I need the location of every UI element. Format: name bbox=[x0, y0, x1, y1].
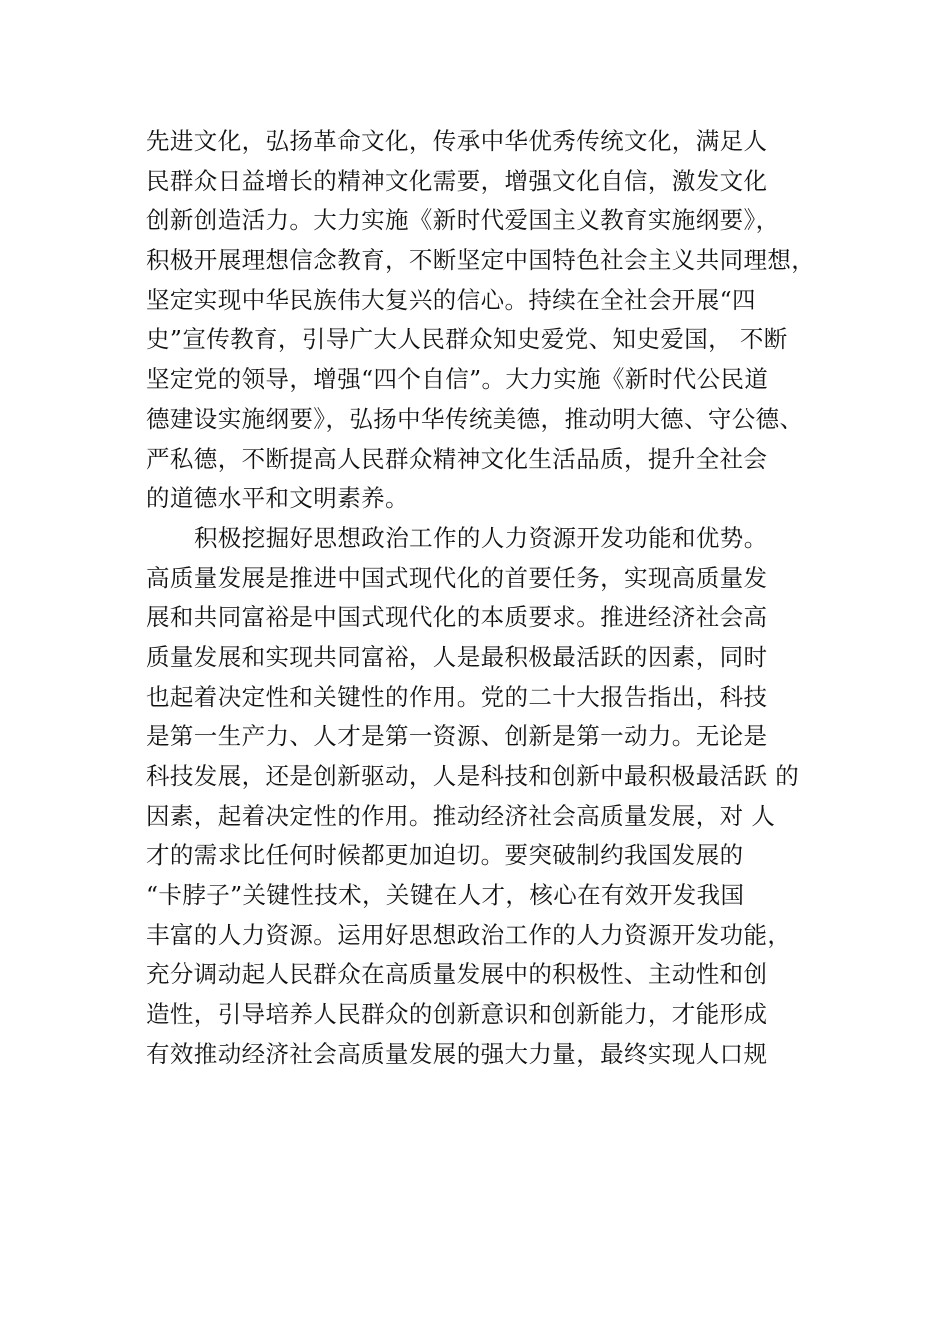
text-line: 科技发展，还是创新驱动，人是科技和创新中最积极最活跃 的 bbox=[146, 762, 800, 790]
text-line: 因素，起着决定性的作用。推动经济社会高质量发展，对 人 bbox=[146, 801, 776, 830]
text-line: 严私德，不断提高人民群众精神文化生活品质，提升全社会 bbox=[146, 444, 768, 473]
text-line: 展和共同富裕是中国式现代化的本质要求。推进经济社会高 bbox=[146, 603, 768, 632]
text-line: 民群众日益增长的精神文化需要，增强文化自信，激发文化 bbox=[146, 166, 768, 195]
paragraph-heading-line: 积极挖掘好思想政治工作的人力资源开发功能和优势。 bbox=[194, 523, 768, 552]
text-line: 丰富的人力资源。运用好思想政治工作的人力资源开发功能， bbox=[146, 920, 792, 949]
document-body bbox=[146, 122, 846, 1075]
text-line: 才的需求比任何时候都更加迫切。要突破制约我国发展的 bbox=[146, 841, 744, 870]
text-line: 先进文化，弘扬革命文化，传承中华优秀传统文化，满足人 bbox=[146, 127, 768, 155]
text-line: 坚定党的领导，增强“四个自信”。大力实施《新时代公民道 bbox=[146, 365, 769, 394]
text-line: 造性，引导培养人民群众的创新意识和创新能力，才能形成 bbox=[146, 1000, 768, 1029]
text-line: 史”宣传教育，引导广大人民群众知史爱党、知史爱国， 不断 bbox=[146, 325, 788, 354]
text-line: 德建设实施纲要》，弘扬中华传统美德，推动明大德、守公德、 bbox=[146, 404, 804, 433]
paragraph-1 bbox=[146, 122, 846, 519]
text-line: 有效推动经济社会高质量发展的强大力量，最终实现人口规 bbox=[146, 1039, 768, 1068]
paragraph-2 bbox=[146, 519, 846, 1075]
text-line: 质量发展和实现共同富裕，人是最积极最活跃的因素，同时 bbox=[146, 642, 768, 671]
text-line: 充分调动起人民群众在高质量发展中的积极性、主动性和创 bbox=[146, 960, 768, 989]
text-line: 积极开展理想信念教育，不断坚定中国特色社会主义共同理想， bbox=[146, 246, 816, 275]
text-line: 创新创造活力。大力实施《新时代爱国主义教育实施纲要》， bbox=[146, 206, 780, 235]
text-line: 高质量发展是推进中国式现代化的首要任务，实现高质量发 bbox=[146, 563, 768, 592]
text-line: “卡脖子”关键性技术，关键在人才，核心在有效开发我国 bbox=[146, 881, 745, 910]
text-line: 的道德水平和文明素养。 bbox=[146, 484, 409, 513]
text-line: 是第一生产力、人才是第一资源、创新是第一动力。无论是 bbox=[146, 722, 768, 751]
text-line: 坚定实现中华民族伟大复兴的信心。持续在全社会开展“四 bbox=[146, 285, 756, 314]
text-line: 也起着决定性和关键性的作用。党的二十大报告指出，科技 bbox=[146, 682, 768, 711]
